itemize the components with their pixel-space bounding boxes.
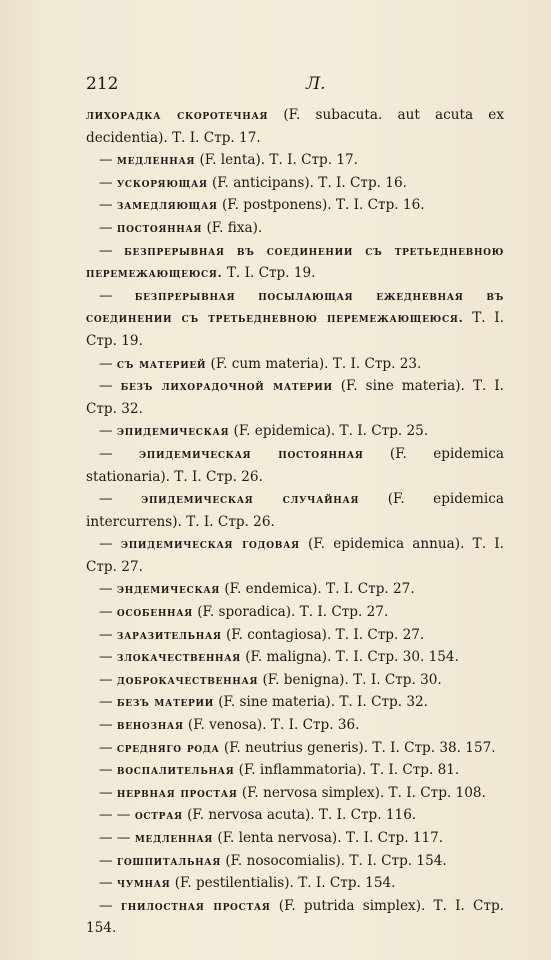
index-entry	[86, 601, 504, 624]
index-entries	[86, 104, 504, 940]
entry-text: (F. lenta). Т. I. Стр. 17.	[199, 152, 358, 169]
entry-term: заразительная	[116, 626, 222, 642]
entry-dash: —	[99, 604, 113, 621]
entry-text: (F. inflammatoria). Т. I. Стр. 81.	[238, 762, 460, 779]
entry-term: злокачественная	[116, 649, 241, 665]
entry-text: (F. benigna). Т. I. Стр. 30.	[262, 671, 442, 688]
entry-text: (F. pestilentialis). Т. I. Стр. 154.	[174, 875, 396, 892]
entry-text: (F. cum materia). Т. I. Стр. 23.	[210, 355, 422, 372]
index-entry	[86, 420, 504, 443]
entry-term: эпидемическая	[116, 423, 230, 439]
index-entry	[86, 669, 504, 692]
entry-term: лихорадка скоротечная	[86, 107, 269, 122]
entry-text: (F. epidemica intercurrens). Т. I. Стр. 26.	[86, 491, 504, 530]
entry-term: безпрерывная въ соединении съ третьедневною перемежающеюся.	[86, 242, 505, 281]
entry-text: (F. lenta nervosa). Т. I. Стр. 117.	[217, 830, 444, 846]
entry-dash: —	[99, 784, 113, 801]
entry-text: Т. I. Стр. 19.	[226, 265, 316, 282]
page-header	[86, 74, 491, 98]
entry-text: (F. fixa).	[206, 219, 263, 236]
entry-text: (F. sine materia). Т. I. Стр. 32.	[218, 694, 428, 711]
index-entry	[86, 804, 504, 827]
entry-dash: —	[99, 445, 113, 462]
index-entry	[86, 646, 504, 669]
entry-term: доброкачественная	[116, 671, 259, 687]
entry-text: (F. subacuta. aut acuta ex decidentia). Т. I. Стр. 17.	[86, 107, 505, 146]
index-entry	[86, 827, 504, 850]
entry-text: (F. anticipans). Т. I. Стр. 16.	[211, 174, 407, 191]
entry-dash: —	[99, 355, 113, 372]
index-entry	[86, 375, 504, 420]
entry-dash: —	[99, 219, 113, 236]
index-entry	[86, 759, 504, 782]
entry-term: воспалительная	[116, 762, 235, 778]
entry-text: (F. nosocomialis). Т. I. Стр. 154.	[225, 852, 447, 869]
entry-term: безпрерывная посылающая ежедневная въ соединении съ третьедневною перемежающеюся.	[86, 287, 504, 326]
entry-term: особенная	[116, 604, 193, 620]
entry-dash: — —	[99, 807, 131, 824]
entry-term: медленная	[116, 152, 196, 168]
entry-term: ускоряющая	[116, 174, 208, 190]
entry-term: замедляющая	[116, 197, 218, 213]
index-entry	[86, 691, 504, 714]
index-entry	[86, 443, 504, 488]
entry-dash: —	[99, 242, 113, 259]
index-entry	[86, 533, 504, 578]
entry-dash: —	[99, 694, 113, 711]
index-entry	[86, 488, 504, 533]
entry-term: нервная простая	[116, 784, 238, 800]
entry-term: безъ материи	[116, 694, 214, 710]
entry-dash: — —	[99, 830, 131, 846]
index-entry	[86, 353, 504, 376]
index-entry	[86, 104, 504, 149]
entry-dash: —	[99, 378, 113, 395]
entry-dash: —	[99, 626, 113, 643]
entry-dash: —	[99, 649, 113, 666]
index-entry	[86, 782, 504, 805]
entry-term: безъ лихорадочной материи	[120, 378, 333, 394]
entry-dash: —	[99, 739, 113, 756]
entry-term: эндемическая	[116, 581, 221, 597]
entry-dash: —	[99, 152, 113, 169]
entry-term: гнилостная простая	[120, 897, 271, 913]
entry-term: эпидемическая годовая	[120, 536, 300, 552]
index-entry	[86, 285, 504, 353]
entry-dash: —	[99, 897, 113, 914]
index-entry	[86, 624, 504, 647]
entry-text: (F. nervosa simplex). Т. I. Стр. 108.	[241, 784, 486, 801]
entry-text: (F. endemica). Т. I. Стр. 27.	[224, 581, 415, 598]
entry-term: венозная	[116, 717, 184, 733]
entry-dash: —	[99, 536, 113, 553]
entry-text: (F. sine materia). Т. I. Стр. 32.	[86, 378, 504, 417]
entry-term: гошпитальная	[116, 852, 221, 868]
entry-dash: —	[99, 197, 113, 214]
index-entry	[86, 895, 504, 940]
entry-term: эпидемическая случайная	[141, 491, 360, 507]
index-entry	[86, 172, 504, 195]
entry-term: съ материей	[116, 355, 207, 371]
index-entry	[86, 850, 504, 873]
entry-text: (F. epidemica annua). Т. I. Стр. 27.	[86, 536, 505, 575]
entry-text: (F. venosa). Т. I. Стр. 36.	[187, 717, 360, 734]
entry-text: (F. nervosa acuta). Т. I. Стр. 116.	[187, 807, 417, 824]
index-entry	[86, 194, 504, 217]
entry-text: (F. contagiosa). Т. I. Стр. 27.	[225, 626, 425, 643]
entry-term: постоянная	[116, 219, 203, 235]
index-entry	[86, 737, 504, 760]
entry-dash: —	[99, 287, 113, 304]
section-letter: Л.	[306, 74, 326, 94]
entry-text: (F. neutrius generis). Т. I. Стр. 38. 157.	[223, 739, 496, 756]
entry-dash: —	[99, 762, 113, 779]
entry-term: эпидемическая постоянная	[138, 445, 364, 461]
entry-term: медленная	[134, 830, 214, 845]
entry-term: чумная	[116, 875, 171, 891]
entry-text: (F. maligna). Т. I. Стр. 30. 154.	[245, 649, 459, 666]
entry-term: острая	[134, 807, 183, 823]
index-entry	[86, 217, 504, 240]
page-number: 212	[86, 74, 119, 94]
entry-text: (F. postponens). Т. I. Стр. 16.	[221, 197, 425, 214]
entry-dash: —	[99, 491, 113, 508]
entry-term: средняго рода	[116, 739, 220, 755]
index-entry	[86, 240, 504, 285]
index-entry	[86, 578, 504, 601]
index-entry	[86, 872, 504, 895]
entry-dash: —	[99, 717, 113, 734]
entry-dash: —	[99, 581, 113, 598]
entry-dash: —	[99, 671, 113, 688]
entry-text: (F. sporadica). Т. I. Стр. 27.	[197, 604, 389, 621]
entry-text: (F. putrida simplex). Т. I. Стр. 154.	[86, 897, 505, 937]
entry-text: (F. epidemica). Т. I. Стр. 25.	[233, 423, 429, 440]
index-entry	[86, 149, 504, 172]
index-entry	[86, 714, 504, 737]
entry-dash: —	[99, 174, 113, 191]
entry-dash: —	[99, 852, 113, 869]
entry-dash: —	[99, 875, 113, 892]
entry-dash: —	[99, 423, 113, 440]
entry-text: Т. I. Стр. 19.	[86, 310, 504, 349]
entry-text: (F. epidemica stationaria). Т. I. Стр. 26.	[86, 445, 504, 485]
